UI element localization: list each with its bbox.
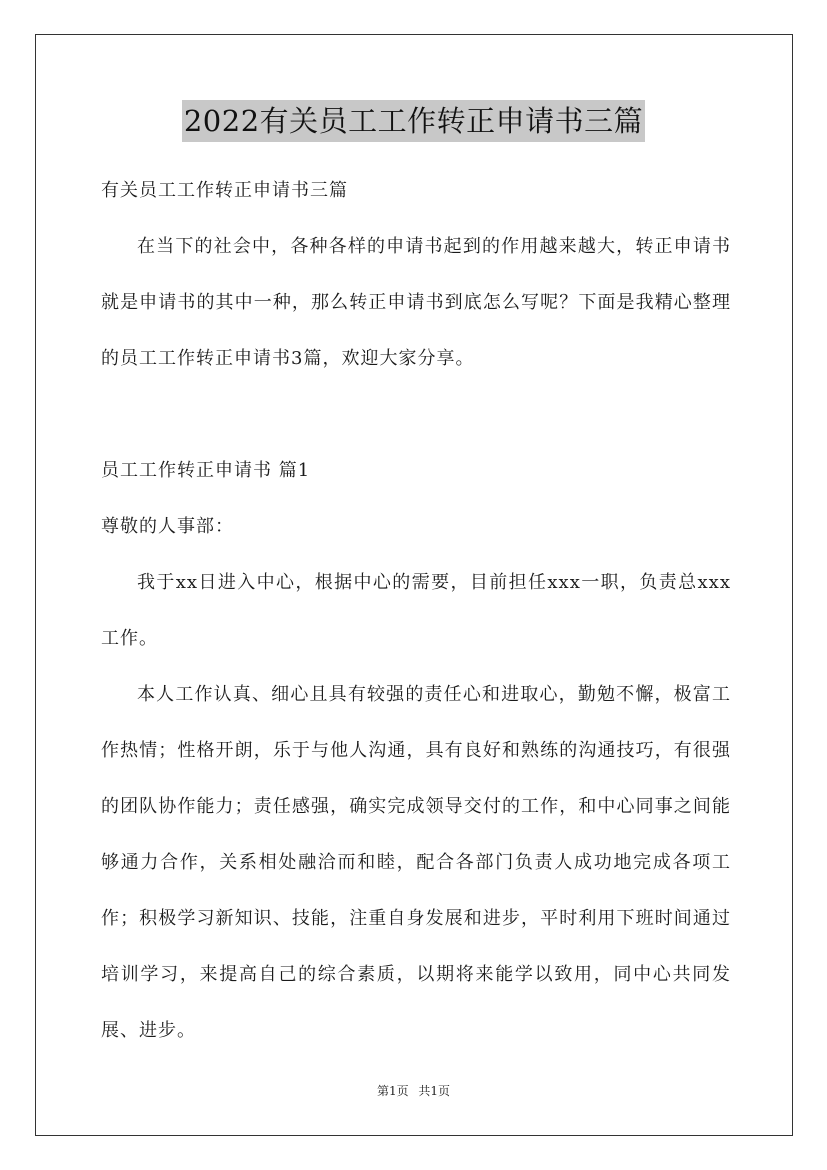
body-paragraph-1: 我于xx日进入中心，根据中心的需要，目前担任xxx一职，负责总xxx工作。: [101, 572, 731, 649]
salutation: 尊敬的人事部：: [101, 516, 234, 537]
body-paragraph-2: 本人工作认真、细心且具有较强的责任心和进取心，勤勉不懈，极富工作热情；性格开朗，乐于与他人沟通，具有良好和熟练的沟通技巧，有很强的团队协作能力；责任感强，确实完成领导交付的工作，和中心同事之间能够通力合作，关系相处融洽而和睦，配合各部门负责人成功地完成各项工作；积极学习新知识、技能，注重自身发展和进步，平时利用下班时间通过培训学习，来提高自己的综合素质，以期将来能学以致用，同中心共同发展、进步。: [101, 684, 731, 1041]
section-spacer: [101, 387, 731, 443]
title-area: [0, 100, 827, 142]
document-subtitle: 有关员工工作转正申请书三篇: [101, 180, 348, 201]
intro-paragraph: 在当下的社会中，各种各样的申请书起到的作用越来越大，转正申请书就是申请书的其中一种，那么转正申请书到底怎么写呢？下面是我精心整理的员工工作转正申请书3篇，欢迎大家分享。: [101, 236, 731, 369]
page-total: 共1页: [418, 1084, 451, 1098]
document-title: 2022有关员工工作转正申请书三篇: [182, 100, 645, 142]
page-number: 第1页: [376, 1084, 409, 1098]
page-footer: [0, 1081, 827, 1101]
document-body: [101, 163, 731, 1059]
section-heading: 员工工作转正申请书 篇1: [101, 460, 311, 481]
